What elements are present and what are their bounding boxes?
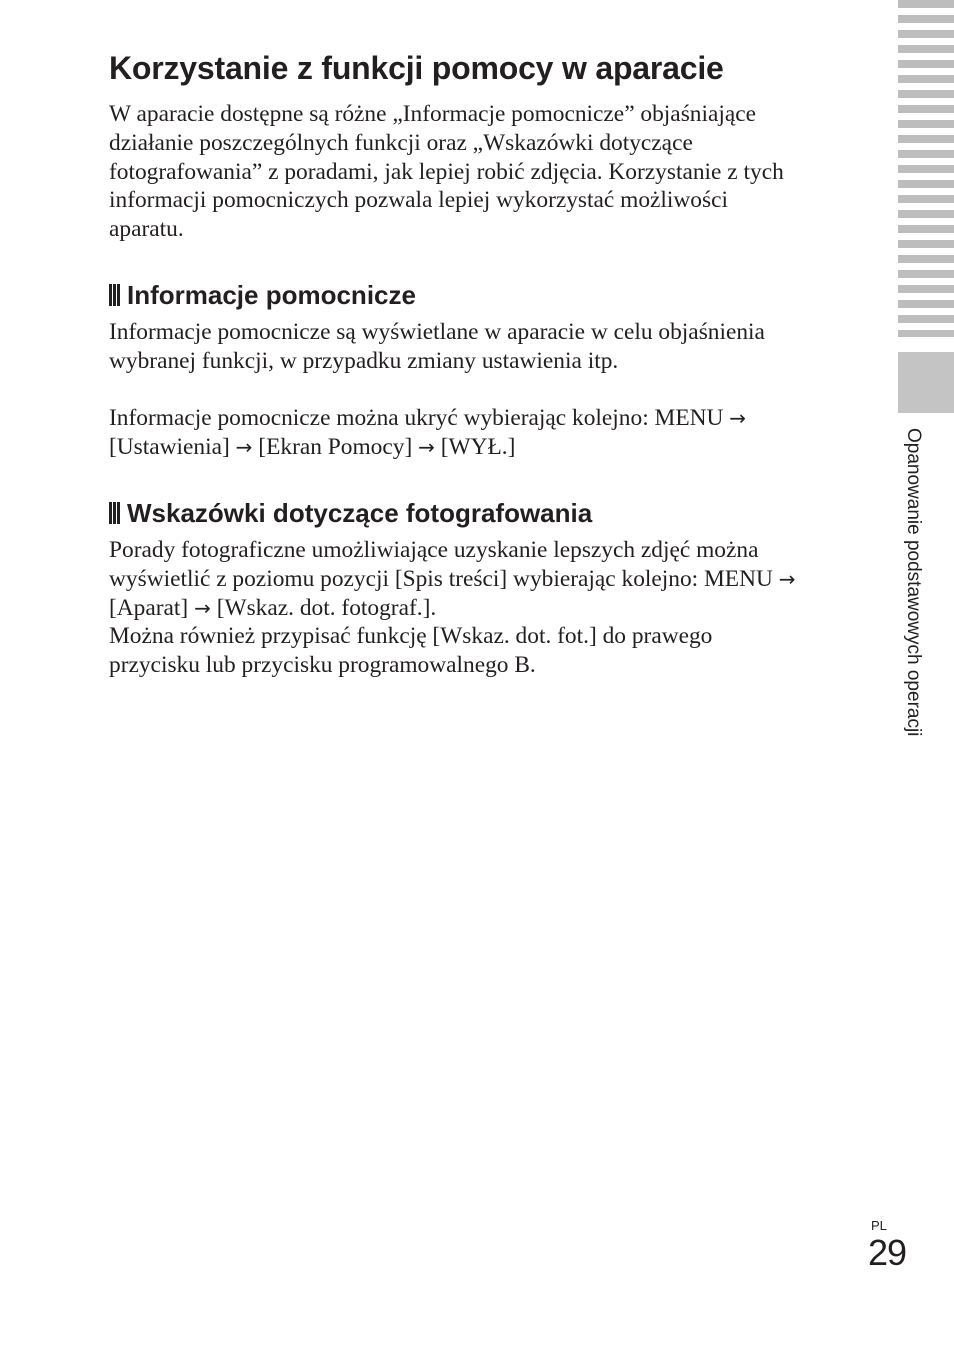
section-marker-icon	[109, 502, 120, 524]
section-heading-shooting-tips	[109, 497, 592, 529]
menu-path-text: Informacje pomocnicze można ukryć wybierając kolejno: MENU	[109, 405, 724, 431]
intro-line: W aparacie dostępne są różne „Informacje pomocnicze” objaśniające	[109, 101, 757, 127]
arrow-right-icon: →	[729, 406, 747, 430]
side-tab-label: Opanowanie podstawowych operacji	[903, 428, 924, 737]
menu-item-settings: [Ustawienia]	[109, 433, 230, 460]
paragraph-line: Można również przypisać funkcję [Wskaz. dot. fot.] do prawego	[109, 623, 713, 650]
help-info-paragraph	[109, 318, 869, 376]
paragraph-line: wybranej funkcji, w przypadku zmiany ustawienia itp.	[109, 347, 619, 374]
paragraph-line	[109, 594, 869, 623]
menu-item-shooting-tips: [Wskaz. dot. fotograf.].	[216, 594, 437, 621]
paragraph-line	[109, 565, 869, 594]
hide-help-paragraph	[109, 404, 869, 462]
page-title: Korzystanie z funkcji pomocy w aparacie	[109, 50, 724, 86]
menu-item-camera: [Aparat]	[109, 594, 189, 621]
paragraph-line: Informacje pomocnicze są wyświetlane w aparacie w celu objaśnienia	[109, 319, 765, 345]
section-heading-text: Informacje pomocnicze	[127, 280, 416, 310]
menu-path-text: wyświetlić z poziomu pozycji [Spis treści] wybierając kolejno: MENU	[109, 565, 773, 592]
page-number: 29	[868, 1232, 907, 1273]
arrow-right-icon: →	[418, 434, 435, 459]
paragraph-line: przycisku lub przycisku programowalnego B.	[109, 652, 536, 679]
arrow-right-icon: →	[778, 566, 796, 591]
side-tab-stripes	[898, 0, 954, 337]
paragraph-line	[109, 433, 869, 462]
intro-line: działanie poszczególnych funkcji oraz „Wskazówki dotyczące	[109, 129, 693, 156]
intro-line: fotografowania” z poradami, jak lepiej robić zdjęcia. Korzystanie z tych	[109, 158, 784, 185]
shooting-tips-paragraph	[109, 536, 869, 680]
section-heading-text: Wskazówki dotyczące fotografowania	[127, 498, 593, 528]
language-code: PL	[871, 1218, 887, 1233]
arrow-right-icon: →	[194, 595, 211, 620]
paragraph-line: Porady fotograficzne umożliwiające uzyskanie lepszych zdjęć można	[109, 537, 759, 563]
section-marker-icon	[109, 284, 120, 306]
menu-item-help-display: [Ekran Pomocy]	[258, 433, 413, 460]
intro-paragraph	[109, 100, 869, 244]
paragraph-line	[109, 404, 869, 433]
section-heading-help-info	[109, 279, 416, 311]
intro-line: aparatu.	[109, 216, 184, 243]
intro-line: informacji pomocniczych pozwala lepiej wykorzystać możliwości	[109, 187, 728, 214]
arrow-right-icon: →	[235, 434, 253, 459]
menu-item-off: [WYŁ.]	[440, 433, 516, 460]
side-tab-block	[898, 352, 954, 413]
